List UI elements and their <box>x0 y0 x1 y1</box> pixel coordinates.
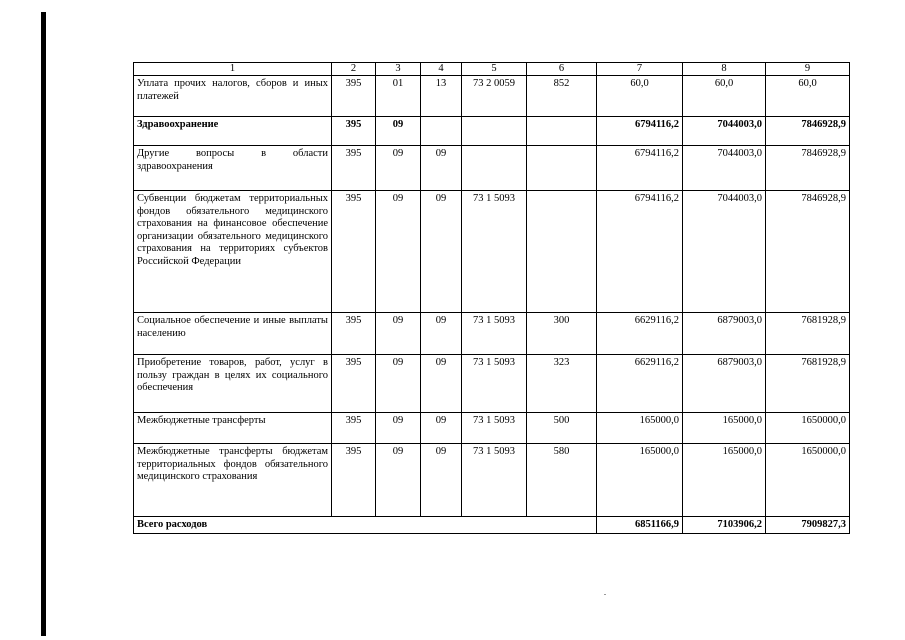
table-row <box>134 413 850 444</box>
amount-year-2: 60,0 <box>683 76 766 117</box>
amount-year-1: 6794116,2 <box>597 191 683 313</box>
amount-year-2: 7044003,0 <box>683 191 766 313</box>
expense-name: Приобретение товаров, работ, услуг в пользу граждан в целях их социального обеспечения <box>134 355 332 413</box>
amount-year-2: 165000,0 <box>683 413 766 444</box>
subsection-code: 09 <box>421 413 462 444</box>
subsection-code: 13 <box>421 76 462 117</box>
table-row <box>134 355 850 413</box>
ministry-code: 395 <box>332 313 376 355</box>
amount-year-3: 7681928,9 <box>766 313 850 355</box>
section-code: 09 <box>376 117 421 146</box>
subsection-code: 09 <box>421 191 462 313</box>
section-code: 01 <box>376 76 421 117</box>
budget-expenditure-table <box>133 62 850 534</box>
subsection-code: 09 <box>421 313 462 355</box>
amount-year-1: 165000,0 <box>597 444 683 517</box>
total-row <box>134 517 850 534</box>
target-article-code <box>462 117 527 146</box>
expense-type-code <box>527 146 597 191</box>
target-article-code: 73 2 0059 <box>462 76 527 117</box>
subsection-code <box>421 117 462 146</box>
expense-name: Межбюджетные трансферты бюджетам территориальных фондов обязательного медицинского страхования <box>134 444 332 517</box>
total-amount-year-3: 7909827,3 <box>766 517 850 534</box>
table-row <box>134 191 850 313</box>
target-article-code: 73 1 5093 <box>462 444 527 517</box>
ministry-code: 395 <box>332 191 376 313</box>
expense-name: Здравоохранение <box>134 117 332 146</box>
amount-year-2: 7044003,0 <box>683 146 766 191</box>
amount-year-2: 165000,0 <box>683 444 766 517</box>
column-number-row <box>134 63 850 76</box>
expense-name: Уплата прочих налогов, сборов и иных платежей <box>134 76 332 117</box>
amount-year-1: 6629116,2 <box>597 355 683 413</box>
total-amount-year-2: 7103906,2 <box>683 517 766 534</box>
subsection-code: 09 <box>421 146 462 191</box>
ministry-code: 395 <box>332 355 376 413</box>
ministry-code: 395 <box>332 413 376 444</box>
table-row <box>134 444 850 517</box>
expense-type-code: 852 <box>527 76 597 117</box>
column-header: 2 <box>332 63 376 76</box>
column-header: 5 <box>462 63 527 76</box>
table-row <box>134 76 850 117</box>
section-code: 09 <box>376 444 421 517</box>
amount-year-2: 6879003,0 <box>683 313 766 355</box>
amount-year-2: 7044003,0 <box>683 117 766 146</box>
column-header: 1 <box>134 63 332 76</box>
expense-type-code: 580 <box>527 444 597 517</box>
amount-year-3: 1650000,0 <box>766 413 850 444</box>
amount-year-1: 6629116,2 <box>597 313 683 355</box>
expense-type-code: 300 <box>527 313 597 355</box>
target-article-code: 73 1 5093 <box>462 355 527 413</box>
scan-edge-bar <box>41 12 46 636</box>
table-row <box>134 313 850 355</box>
column-header: 8 <box>683 63 766 76</box>
amount-year-1: 165000,0 <box>597 413 683 444</box>
expense-type-code <box>527 117 597 146</box>
expense-name: Межбюджетные трансферты <box>134 413 332 444</box>
target-article-code: 73 1 5093 <box>462 413 527 444</box>
column-header: 4 <box>421 63 462 76</box>
column-header: 3 <box>376 63 421 76</box>
section-code: 09 <box>376 413 421 444</box>
ministry-code: 395 <box>332 444 376 517</box>
amount-year-3: 60,0 <box>766 76 850 117</box>
amount-year-2: 6879003,0 <box>683 355 766 413</box>
ministry-code: 395 <box>332 146 376 191</box>
amount-year-1: 6794116,2 <box>597 117 683 146</box>
section-code: 09 <box>376 191 421 313</box>
column-header: 9 <box>766 63 850 76</box>
section-code: 09 <box>376 355 421 413</box>
ministry-code: 395 <box>332 76 376 117</box>
expense-type-code: 500 <box>527 413 597 444</box>
section-code: 09 <box>376 313 421 355</box>
amount-year-1: 6794116,2 <box>597 146 683 191</box>
column-header: 7 <box>597 63 683 76</box>
expense-name: Другие вопросы в области здравоохранения <box>134 146 332 191</box>
target-article-code: 73 1 5093 <box>462 313 527 355</box>
amount-year-1: 60,0 <box>597 76 683 117</box>
target-article-code <box>462 146 527 191</box>
amount-year-3: 7846928,9 <box>766 146 850 191</box>
amount-year-3: 7846928,9 <box>766 117 850 146</box>
total-amount-year-1: 6851166,9 <box>597 517 683 534</box>
ministry-code: 395 <box>332 117 376 146</box>
section-code: 09 <box>376 146 421 191</box>
amount-year-3: 1650000,0 <box>766 444 850 517</box>
target-article-code: 73 1 5093 <box>462 191 527 313</box>
column-header: 6 <box>527 63 597 76</box>
expense-name: Социальное обеспечение и иные выплаты населению <box>134 313 332 355</box>
expense-type-code: 323 <box>527 355 597 413</box>
expense-name: Субвенции бюджетам территориальных фондов обязательного медицинского страхования на финансовое обеспечение организации обязательного медицинского страхования на территориях субъектов Российской Федерации <box>134 191 332 313</box>
scan-speck <box>604 594 606 595</box>
expense-type-code <box>527 191 597 313</box>
total-label: Всего расходов <box>134 517 597 534</box>
amount-year-3: 7681928,9 <box>766 355 850 413</box>
subsection-code: 09 <box>421 355 462 413</box>
subsection-code: 09 <box>421 444 462 517</box>
amount-year-3: 7846928,9 <box>766 191 850 313</box>
table-row <box>134 117 850 146</box>
table-row <box>134 146 850 191</box>
